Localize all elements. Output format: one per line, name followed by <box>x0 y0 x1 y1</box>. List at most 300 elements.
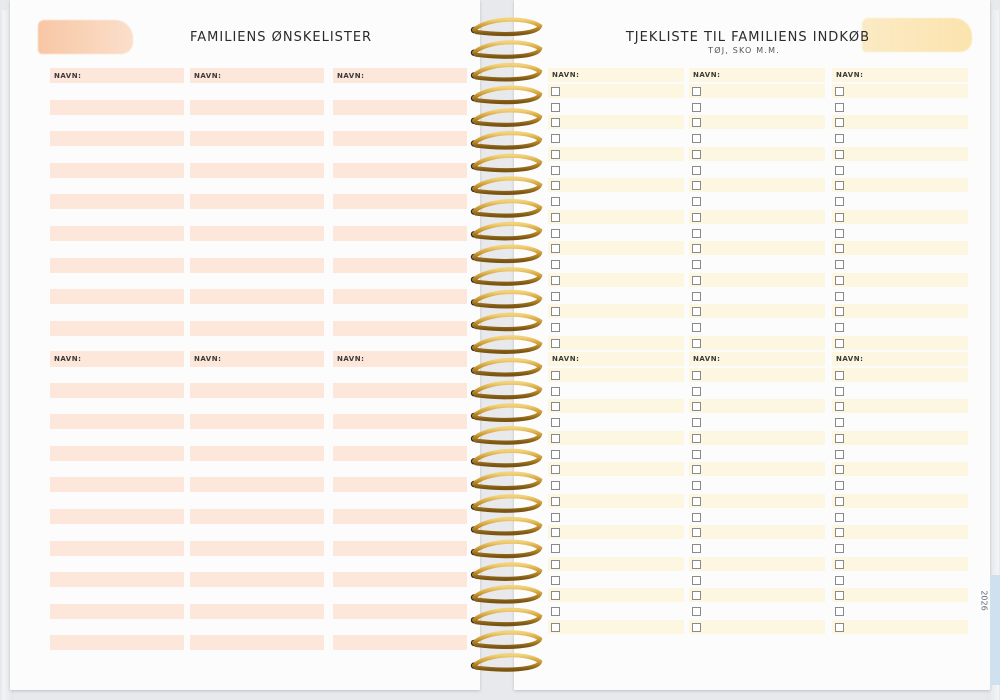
wishlist-entry-line[interactable] <box>333 477 467 492</box>
checklist-item[interactable] <box>548 336 684 350</box>
checkbox-icon[interactable] <box>835 371 844 380</box>
checkbox-icon[interactable] <box>551 576 560 585</box>
wishlist-entry-line[interactable] <box>50 194 184 209</box>
checkbox-icon[interactable] <box>692 307 701 316</box>
checkbox-icon[interactable] <box>551 181 560 190</box>
wishlist-entry-line[interactable] <box>190 604 324 619</box>
checklist-item[interactable] <box>689 557 825 571</box>
checkbox-icon[interactable] <box>692 166 701 175</box>
wishlist-entry-line[interactable] <box>190 572 324 587</box>
right-page-title: TJEKLISTE TIL FAMILIENS INDKØB <box>625 30 870 45</box>
wishlist-entry-line[interactable] <box>333 131 467 146</box>
wishlist-entry-line[interactable] <box>50 163 184 178</box>
checkbox-icon[interactable] <box>835 197 844 206</box>
checkbox-icon[interactable] <box>551 339 560 348</box>
checkbox-icon[interactable] <box>692 465 701 474</box>
checkbox-icon[interactable] <box>835 387 844 396</box>
checklist-item[interactable] <box>832 588 968 602</box>
wishlist-entry-line[interactable] <box>333 321 467 336</box>
checklist-item[interactable] <box>548 115 684 129</box>
wishlist-entry-line[interactable] <box>190 446 324 461</box>
wishlist-entry-line[interactable] <box>50 635 184 650</box>
checklist-item[interactable] <box>689 84 825 98</box>
checkbox-icon[interactable] <box>692 434 701 443</box>
checklist-item[interactable] <box>832 557 968 571</box>
spiral-ring-icon <box>474 360 540 374</box>
checklist-item[interactable] <box>832 304 968 318</box>
checklist-item[interactable] <box>832 573 968 587</box>
wishlist-entry-line[interactable] <box>50 100 184 115</box>
checklist-item[interactable] <box>832 84 968 98</box>
wishlist-entry-line[interactable] <box>50 604 184 619</box>
checkbox-icon[interactable] <box>835 244 844 253</box>
wishlist-entry-line[interactable] <box>190 194 324 209</box>
checkbox-icon[interactable] <box>551 134 560 143</box>
checklist-item[interactable] <box>689 588 825 602</box>
checkbox-icon[interactable] <box>551 465 560 474</box>
checklist-item[interactable] <box>832 147 968 161</box>
checkbox-icon[interactable] <box>692 276 701 285</box>
checkbox-icon[interactable] <box>551 166 560 175</box>
checkbox-icon[interactable] <box>551 544 560 553</box>
checklist-item[interactable] <box>832 131 968 145</box>
checklist-item[interactable] <box>548 447 684 461</box>
checkbox-icon[interactable] <box>551 434 560 443</box>
checklist-item[interactable] <box>548 462 684 476</box>
checkbox-icon[interactable] <box>551 450 560 459</box>
checklist-item[interactable] <box>548 147 684 161</box>
spiral-ring-icon <box>474 178 540 192</box>
left-page-title: FAMILIENS ØNSKELISTER <box>190 30 373 45</box>
checklist-item[interactable] <box>689 210 825 224</box>
wishlist-entry-line[interactable] <box>190 541 324 556</box>
wishlist-entry-line[interactable] <box>190 163 324 178</box>
checklist-item[interactable] <box>548 384 684 398</box>
name-label: NAVN: <box>337 354 365 363</box>
wishlist-entry-line[interactable] <box>190 289 324 304</box>
page-right <box>514 0 990 690</box>
wishlist-entry-line[interactable] <box>333 226 467 241</box>
wishlist-entry-line[interactable] <box>50 383 184 398</box>
checkbox-icon[interactable] <box>835 544 844 553</box>
checkbox-icon[interactable] <box>551 229 560 238</box>
year-tab[interactable] <box>990 575 1000 685</box>
checklist-item[interactable] <box>548 257 684 271</box>
checklist-item[interactable] <box>832 210 968 224</box>
checkbox-icon[interactable] <box>692 418 701 427</box>
checklist-item[interactable] <box>689 178 825 192</box>
checklist-item[interactable] <box>548 226 684 240</box>
checkbox-icon[interactable] <box>835 450 844 459</box>
wishlist-entry-line[interactable] <box>190 321 324 336</box>
checkbox-icon[interactable] <box>835 103 844 112</box>
checklist-item[interactable] <box>548 320 684 334</box>
checklist-item[interactable] <box>689 384 825 398</box>
checkbox-icon[interactable] <box>835 181 844 190</box>
checklist-item[interactable] <box>832 163 968 177</box>
checkbox-icon[interactable] <box>835 87 844 96</box>
checklist-item[interactable] <box>689 131 825 145</box>
checklist-item[interactable] <box>832 604 968 618</box>
checkbox-icon[interactable] <box>551 87 560 96</box>
checkbox-icon[interactable] <box>835 166 844 175</box>
checkbox-icon[interactable] <box>692 450 701 459</box>
checkbox-icon[interactable] <box>692 371 701 380</box>
checklist-item[interactable] <box>689 620 825 634</box>
checklist-item[interactable] <box>548 510 684 524</box>
wishlist-entry-line[interactable] <box>333 509 467 524</box>
checkbox-icon[interactable] <box>551 402 560 411</box>
checklist-item[interactable] <box>548 131 684 145</box>
checklist-item[interactable] <box>548 273 684 287</box>
yellow-brush-stroke <box>862 18 972 52</box>
year-label: 2026 <box>979 590 989 611</box>
checklist-item[interactable] <box>548 100 684 114</box>
checkbox-icon[interactable] <box>835 481 844 490</box>
spiral-ring-icon <box>474 269 540 283</box>
checklist-item[interactable] <box>832 620 968 634</box>
checklist-item[interactable] <box>832 399 968 413</box>
name-label: NAVN: <box>693 355 721 363</box>
checklist-item[interactable] <box>832 320 968 334</box>
checklist-item[interactable] <box>548 289 684 303</box>
name-label: NAVN: <box>194 354 222 363</box>
name-label: NAVN: <box>54 71 82 80</box>
checkbox-icon[interactable] <box>835 307 844 316</box>
wishlist-entry-line[interactable] <box>333 383 467 398</box>
checklist-item[interactable] <box>689 241 825 255</box>
wishlist-entry-line[interactable] <box>50 572 184 587</box>
wishlist-entry-line[interactable] <box>50 321 184 336</box>
checklist-item[interactable] <box>832 494 968 508</box>
checklist-item[interactable] <box>689 273 825 287</box>
checklist-item[interactable] <box>548 604 684 618</box>
checklist-item[interactable] <box>689 415 825 429</box>
checkbox-icon[interactable] <box>551 513 560 522</box>
checklist-item[interactable] <box>548 620 684 634</box>
checklist-item[interactable] <box>548 304 684 318</box>
checkbox-icon[interactable] <box>692 387 701 396</box>
wishlist-name-header <box>190 68 324 83</box>
checklist-item[interactable] <box>689 431 825 445</box>
checkbox-icon[interactable] <box>692 244 701 253</box>
checkbox-icon[interactable] <box>835 402 844 411</box>
checkbox-icon[interactable] <box>835 323 844 332</box>
checklist-item[interactable] <box>689 525 825 539</box>
wishlist-entry-line[interactable] <box>333 194 467 209</box>
checklist-item[interactable] <box>689 304 825 318</box>
wishlist-entry-line[interactable] <box>50 541 184 556</box>
checkbox-icon[interactable] <box>835 576 844 585</box>
wishlist-entry-line[interactable] <box>50 289 184 304</box>
wishlist-entry-line[interactable] <box>333 289 467 304</box>
checklist-item[interactable] <box>548 415 684 429</box>
wishlist-entry-line[interactable] <box>190 477 324 492</box>
spiral-ring-icon <box>474 133 540 147</box>
checklist-name-header <box>832 352 968 366</box>
spiral-ring-icon <box>474 315 540 329</box>
wishlist-entry-line[interactable] <box>50 258 184 273</box>
wishlist-entry-line[interactable] <box>333 100 467 115</box>
checklist-item[interactable] <box>832 384 968 398</box>
wishlist-entry-line[interactable] <box>190 414 324 429</box>
checklist-item[interactable] <box>548 178 684 192</box>
checkbox-icon[interactable] <box>551 260 560 269</box>
wishlist-entry-line[interactable] <box>50 226 184 241</box>
checkbox-icon[interactable] <box>551 276 560 285</box>
checkbox-icon[interactable] <box>551 371 560 380</box>
name-label: NAVN: <box>836 355 864 363</box>
checklist-item[interactable] <box>689 194 825 208</box>
checklist-item[interactable] <box>689 462 825 476</box>
checkbox-icon[interactable] <box>692 213 701 222</box>
name-label: NAVN: <box>836 71 864 79</box>
checklist-item[interactable] <box>689 226 825 240</box>
spiral-ring-icon <box>474 110 540 124</box>
checklist-item[interactable] <box>832 541 968 555</box>
checkbox-icon[interactable] <box>692 134 701 143</box>
checkbox-icon[interactable] <box>692 103 701 112</box>
checklist-item[interactable] <box>548 573 684 587</box>
checklist-item[interactable] <box>548 494 684 508</box>
checkbox-icon[interactable] <box>835 134 844 143</box>
checklist-item[interactable] <box>689 147 825 161</box>
checkbox-icon[interactable] <box>551 244 560 253</box>
checklist-item[interactable] <box>689 368 825 382</box>
checklist-item[interactable] <box>832 447 968 461</box>
checklist-item[interactable] <box>548 431 684 445</box>
checkbox-icon[interactable] <box>551 197 560 206</box>
checkbox-icon[interactable] <box>551 481 560 490</box>
checkbox-icon[interactable] <box>835 591 844 600</box>
checklist-item[interactable] <box>548 557 684 571</box>
name-label: NAVN: <box>552 355 580 363</box>
checkbox-icon[interactable] <box>835 623 844 632</box>
checkbox-icon[interactable] <box>835 150 844 159</box>
checklist-item[interactable] <box>689 604 825 618</box>
checklist-item[interactable] <box>832 115 968 129</box>
spiral-ring-icon <box>474 201 540 215</box>
spiral-ring-icon <box>474 405 540 419</box>
spiral-ring-icon <box>474 156 540 170</box>
checklist-item[interactable] <box>548 368 684 382</box>
wishlist-entry-line[interactable] <box>190 226 324 241</box>
checklist-item[interactable] <box>548 399 684 413</box>
checkbox-icon[interactable] <box>835 418 844 427</box>
wishlist-name-header <box>333 351 467 366</box>
checkbox-icon[interactable] <box>835 276 844 285</box>
checkbox-icon[interactable] <box>692 260 701 269</box>
checkbox-icon[interactable] <box>551 418 560 427</box>
spiral-ring-icon <box>474 610 540 624</box>
checkbox-icon[interactable] <box>692 607 701 616</box>
checklist-item[interactable] <box>548 194 684 208</box>
checklist-item[interactable] <box>832 431 968 445</box>
checkbox-icon[interactable] <box>835 528 844 537</box>
spiral-ring-icon <box>474 428 540 442</box>
wishlist-entry-line[interactable] <box>333 635 467 650</box>
checkbox-icon[interactable] <box>692 623 701 632</box>
checklist-item[interactable] <box>689 399 825 413</box>
checkbox-icon[interactable] <box>692 197 701 206</box>
checkbox-icon[interactable] <box>835 213 844 222</box>
wishlist-entry-line[interactable] <box>50 509 184 524</box>
checkbox-icon[interactable] <box>835 292 844 301</box>
checkbox-icon[interactable] <box>551 292 560 301</box>
checklist-item[interactable] <box>832 289 968 303</box>
checkbox-icon[interactable] <box>551 591 560 600</box>
checklist-item[interactable] <box>689 510 825 524</box>
checkbox-icon[interactable] <box>835 560 844 569</box>
checkbox-icon[interactable] <box>692 513 701 522</box>
checklist-item[interactable] <box>548 84 684 98</box>
checklist-item[interactable] <box>832 241 968 255</box>
wishlist-entry-line[interactable] <box>190 383 324 398</box>
checkbox-icon[interactable] <box>551 103 560 112</box>
checkbox-icon[interactable] <box>692 560 701 569</box>
checklist-item[interactable] <box>689 573 825 587</box>
wishlist-entry-line[interactable] <box>333 414 467 429</box>
checkbox-icon[interactable] <box>692 118 701 127</box>
spiral-ring-icon <box>474 42 540 56</box>
checklist-item[interactable] <box>832 510 968 524</box>
checklist-item[interactable] <box>548 588 684 602</box>
checkbox-icon[interactable] <box>551 323 560 332</box>
checklist-item[interactable] <box>832 178 968 192</box>
checkbox-icon[interactable] <box>835 434 844 443</box>
spiral-ring-icon <box>474 383 540 397</box>
wishlist-entry-line[interactable] <box>333 163 467 178</box>
checkbox-icon[interactable] <box>551 213 560 222</box>
right-page-subtitle: TØJ, SKO M.M. <box>708 46 780 55</box>
wishlist-entry-line[interactable] <box>50 414 184 429</box>
checkbox-icon[interactable] <box>551 560 560 569</box>
checkbox-icon[interactable] <box>835 260 844 269</box>
checklist-item[interactable] <box>832 368 968 382</box>
checkbox-icon[interactable] <box>692 87 701 96</box>
spiral-ring-icon <box>474 224 540 238</box>
wishlist-entry-line[interactable] <box>190 131 324 146</box>
checkbox-icon[interactable] <box>692 497 701 506</box>
checklist-item[interactable] <box>689 163 825 177</box>
checklist-item[interactable] <box>689 447 825 461</box>
spiral-ring-icon <box>474 20 540 34</box>
checkbox-icon[interactable] <box>692 481 701 490</box>
checkbox-icon[interactable] <box>835 513 844 522</box>
checkbox-icon[interactable] <box>692 292 701 301</box>
checklist-item[interactable] <box>832 194 968 208</box>
spiral-ring-icon <box>474 655 540 669</box>
checklist-item[interactable] <box>548 525 684 539</box>
checkbox-icon[interactable] <box>692 528 701 537</box>
checkbox-icon[interactable] <box>692 181 701 190</box>
checklist-item[interactable] <box>689 541 825 555</box>
checkbox-icon[interactable] <box>551 528 560 537</box>
wishlist-entry-line[interactable] <box>190 258 324 273</box>
checklist-item[interactable] <box>548 163 684 177</box>
checklist-item[interactable] <box>832 415 968 429</box>
checklist-item[interactable] <box>832 462 968 476</box>
checklist-item[interactable] <box>832 478 968 492</box>
wishlist-entry-line[interactable] <box>50 477 184 492</box>
spiral-ring-icon <box>474 451 540 465</box>
wishlist-entry-line[interactable] <box>333 604 467 619</box>
checkbox-icon[interactable] <box>835 229 844 238</box>
wishlist-entry-line[interactable] <box>333 446 467 461</box>
peach-brush-stroke <box>38 20 133 54</box>
wishlist-entry-line[interactable] <box>190 509 324 524</box>
name-label: NAVN: <box>337 71 365 80</box>
checkbox-icon[interactable] <box>551 607 560 616</box>
checklist-item[interactable] <box>689 478 825 492</box>
checklist-item[interactable] <box>689 494 825 508</box>
checkbox-icon[interactable] <box>692 544 701 553</box>
checkbox-icon[interactable] <box>692 229 701 238</box>
wishlist-entry-line[interactable] <box>190 100 324 115</box>
wishlist-entry-line[interactable] <box>50 446 184 461</box>
checklist-name-header <box>832 68 968 82</box>
checklist-item[interactable] <box>689 336 825 350</box>
page-left <box>10 0 480 690</box>
checklist-item[interactable] <box>548 478 684 492</box>
checkbox-icon[interactable] <box>551 387 560 396</box>
checklist-item[interactable] <box>689 115 825 129</box>
checklist-item[interactable] <box>832 336 968 350</box>
wishlist-entry-line[interactable] <box>190 635 324 650</box>
checkbox-icon[interactable] <box>551 497 560 506</box>
checkbox-icon[interactable] <box>692 339 701 348</box>
wishlist-entry-line[interactable] <box>333 572 467 587</box>
checklist-item[interactable] <box>689 289 825 303</box>
checklist-item[interactable] <box>832 525 968 539</box>
name-label: NAVN: <box>54 354 82 363</box>
wishlist-entry-line[interactable] <box>333 258 467 273</box>
checklist-name-header <box>548 68 684 82</box>
checkbox-icon[interactable] <box>551 118 560 127</box>
spiral-ring-icon <box>474 292 540 306</box>
checkbox-icon[interactable] <box>692 323 701 332</box>
checklist-item[interactable] <box>832 257 968 271</box>
spiral-ring-icon <box>474 337 540 351</box>
checkbox-icon[interactable] <box>835 465 844 474</box>
checkbox-icon[interactable] <box>692 591 701 600</box>
spiral-ring-icon <box>474 474 540 488</box>
checklist-item[interactable] <box>548 241 684 255</box>
checkbox-icon[interactable] <box>551 150 560 159</box>
checkbox-icon[interactable] <box>835 339 844 348</box>
checkbox-icon[interactable] <box>835 497 844 506</box>
checkbox-icon[interactable] <box>551 623 560 632</box>
checklist-item[interactable] <box>689 320 825 334</box>
checklist-item[interactable] <box>548 210 684 224</box>
checklist-item[interactable] <box>832 226 968 240</box>
checklist-item[interactable] <box>689 257 825 271</box>
spiral-ring-icon <box>474 247 540 261</box>
wishlist-entry-line[interactable] <box>50 131 184 146</box>
checkbox-icon[interactable] <box>692 576 701 585</box>
checklist-item[interactable] <box>548 541 684 555</box>
checkbox-icon[interactable] <box>551 307 560 316</box>
checklist-item[interactable] <box>832 273 968 287</box>
checklist-item[interactable] <box>832 100 968 114</box>
checkbox-icon[interactable] <box>835 118 844 127</box>
checklist-item[interactable] <box>689 100 825 114</box>
checkbox-icon[interactable] <box>835 607 844 616</box>
name-label: NAVN: <box>194 71 222 80</box>
checkbox-icon[interactable] <box>692 150 701 159</box>
checkbox-icon[interactable] <box>692 402 701 411</box>
wishlist-entry-line[interactable] <box>333 541 467 556</box>
